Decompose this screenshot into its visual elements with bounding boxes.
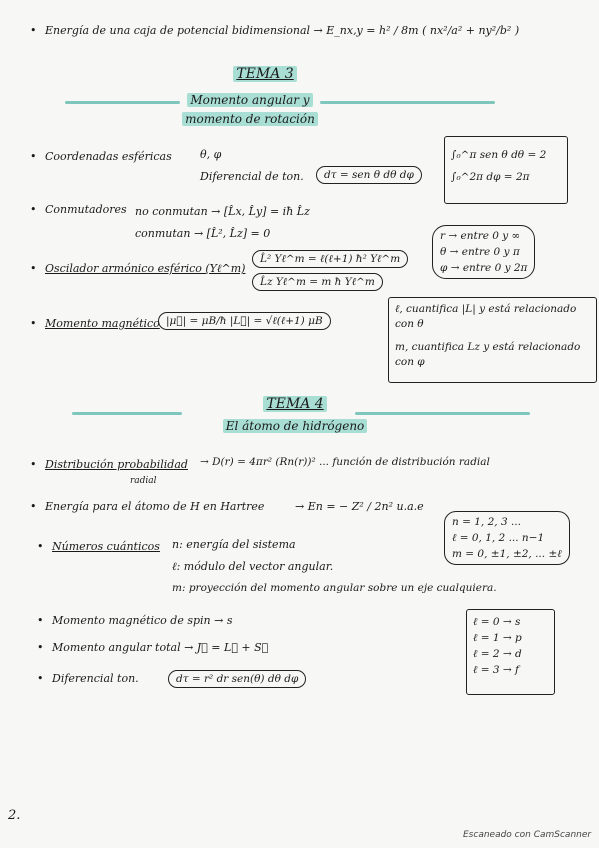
page-number: 2. [8, 808, 21, 823]
coords-diff-formula: dτ = sen θ dθ dφ [316, 166, 422, 184]
orbital-d: ℓ = 2 → d [473, 648, 522, 660]
no-commute-line: no conmutan → [L̂x, L̂y] = iħ L̂z [135, 205, 310, 218]
tema3-title: TEMA 3 [225, 66, 305, 82]
commutators-label: • Conmutadores [30, 203, 127, 216]
orbital-p: ℓ = 1 → p [473, 632, 522, 644]
allowed-values-box [444, 511, 570, 565]
tema3-subtitle-1: Momento angular y [180, 93, 320, 107]
qnums-label: • Números cuánticos [37, 540, 160, 553]
spin-line: • Momento magnético de spin → s [37, 614, 233, 627]
tema4-title: TEMA 4 [255, 396, 335, 412]
qnum-l: ℓ: módulo del vector angular. [172, 560, 334, 573]
tema3-subtitle-2: momento de rotación [180, 112, 320, 126]
commute-line: conmutan → [L̂², L̂z] = 0 [135, 227, 271, 240]
diff-formula: dτ = r² dr sen(θ) dθ dφ [168, 670, 306, 688]
orbital-s: ℓ = 0 → s [473, 616, 521, 628]
tema3-line-left [65, 101, 180, 104]
integrals-box [444, 136, 568, 204]
qnum-m: m: proyección del momento angular sobre un eje cualquiera. [172, 582, 497, 594]
radial-label: • Distribución probabilidad [30, 458, 188, 471]
allowed-l: ℓ = 0, 1, 2 ... n−1 [452, 532, 545, 544]
oscillator-eq2: L̂z Yℓ^m = m ħ Yℓ^m [252, 273, 383, 291]
coords-diff-label: Diferencial de ton. [200, 170, 304, 183]
orbital-f: ℓ = 3 → f [473, 664, 519, 676]
quantum-note-box [388, 297, 597, 383]
radial-formula: → D(r) = 4πr² (Rn(r))² ... función de distribución radial [200, 456, 490, 468]
quantum-note-m: m, cuantifica Lz y está relacionado con φ [395, 341, 581, 368]
magnetic-label: • Momento magnético [30, 317, 160, 330]
radial-sub: radial [130, 476, 157, 486]
scanner-watermark: Escaneado con CamScanner [463, 830, 592, 840]
total-momentum-line: • Momento angular total → J⃗ = L⃗ + S⃗ [37, 641, 268, 654]
coords-vars: θ, φ [200, 148, 222, 161]
diff-label: • Diferencial ton. [37, 672, 139, 685]
oscillator-label: • Oscilador armónico esférico (Yℓ^m) [30, 262, 245, 275]
integral-phi: ∫₀^2π dφ = 2π [451, 171, 530, 183]
tema4-line-left [72, 412, 182, 415]
allowed-n: n = 1, 2, 3 ... [452, 516, 521, 528]
qnum-n: n: energía del sistema [172, 538, 296, 551]
integral-theta: ∫₀^π sen θ dθ = 2 [451, 149, 547, 161]
h-energy-formula: → En = − Z² / 2n² u.a.e [295, 500, 424, 513]
range-r: r → entre 0 y ∞ [440, 230, 521, 242]
tema4-subtitle: El átomo de hidrógeno [195, 419, 395, 433]
quantum-note-l: ℓ, cuantifica |L| y está relacionado con θ [395, 303, 577, 330]
h-energy-label: • Energía para el átomo de H en Hartree [30, 500, 264, 513]
ranges-box [432, 225, 535, 279]
magnetic-formula: |μ⃗| = μB/ħ |L⃗| = √ℓ(ℓ+1) μB [158, 312, 331, 330]
top-energy-label: Energía de una caja de potencial bidimensional [45, 24, 311, 37]
top-energy-line [30, 24, 519, 37]
tema4-line-right [355, 412, 530, 415]
range-theta: θ → entre 0 y π [440, 246, 520, 258]
allowed-m: m = 0, ±1, ±2, ... ±ℓ [452, 548, 562, 560]
tema3-line-right [320, 101, 495, 104]
orbitals-box [466, 609, 555, 695]
range-phi: φ → entre 0 y 2π [440, 262, 528, 274]
top-energy-formula: → E_nx,y = h² / 8m ( nx²/a² + ny²/b² ) [313, 24, 520, 37]
coords-label: • Coordenadas esféricas [30, 150, 172, 163]
oscillator-eq1: L̂² Yℓ^m = ℓ(ℓ+1) ħ² Yℓ^m [252, 250, 408, 268]
